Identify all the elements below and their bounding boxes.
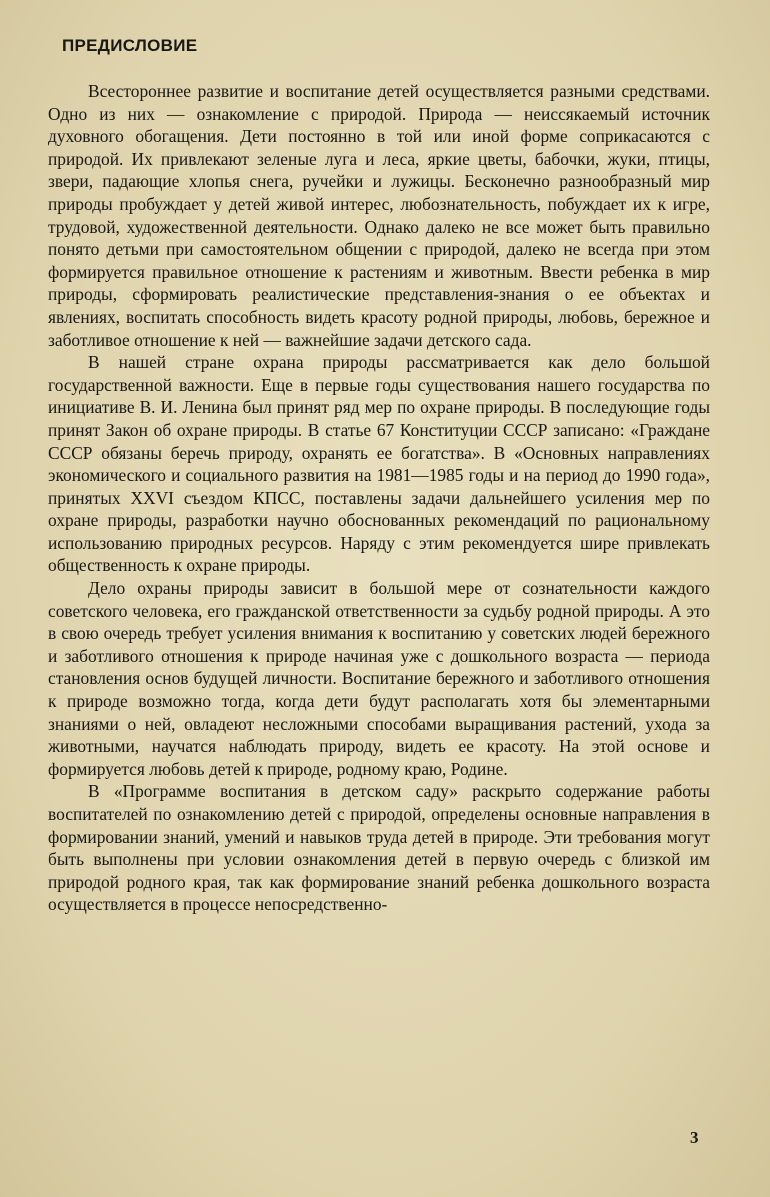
paragraph: Всестороннее развитие и воспитание детей осуществляется разными средствами. Одно из них — ознакомление с природой. Природа — неиссякаемый источник духовного обогащения. Дети постоянно в той или иной форме соприкасаются с природой. Их привлекают зеленые луга и леса, яркие цветы, бабочки, жуки, птицы, звери, падающие хлопья снега, ручейки и лужицы. Бесконечно разнообразный мир природы пробуждает у детей живой интерес, любознательность, побуждает их к игре, трудовой, художественной деятельности. Однако далеко не все может быть правильно понято детьми при самостоятельном общении с природой, далеко не всегда при этом формируется правильное отношение к растениям и животным. Ввести ребенка в мир природы, сформировать реалистические представления-знания о ее объектах и явлениях, воспитать способность видеть красоту родной природы, любовь, бережное и заботливое отношение к ней — важнейшие задачи детского сада. [48,81,710,350]
paragraph: В нашей стране охрана природы рассматривается как дело большой государственной важности. Еще в первые годы существования нашего государства по инициативе В. И. Ленина был принят ряд мер по охране природы. В последующие годы принят Закон об охране природы. В статье 67 Конституции СССР записано: «Граждане СССР обязаны беречь природу, охранять ее богатства». В «Основных направлениях экономического и социального развития на 1981—1985 годы и на период до 1990 года», принятых XXVI съездом КПСС, поставлены задачи дальнейшего усиления мер по охране природы, разработки научно обоснованных рекомендаций по рациональному использованию природных ресурсов. Наряду с этим рекомендуется шире привлекать общественность к охране природы. [48,352,710,576]
page-title: ПРЕДИСЛОВИЕ [62,36,198,55]
page-number: 3 [690,1128,699,1147]
paragraph: Дело охраны природы зависит в большой мере от сознательности каждого советского человека, его гражданской ответственности за судьбу родной природы. А это в свою очередь требует усиления внимания к воспитанию у советских людей бережного и заботливого отношения к природе начиная уже с дошкольного возраста — периода становления основ будущей личности. Воспитание бережного и заботливого отношения к природе возможно тогда, когда дети будут располагать хотя бы элементарными знаниями о ней, овладеют несложными способами выращивания растений, ухода за животными, научатся наблюдать природу, видеть ее красоту. На этой основе и формируется любовь детей к природе, родному краю, Родине. [48,578,710,779]
body-text [48,80,710,916]
paragraph: В «Программе воспитания в детском саду» раскрыто содержание работы воспитателей по ознакомлению детей с природой, определены основные направления в формировании знаний, умений и навыков труда детей в природе. Эти требования могут быть выполнены при условии ознакомления детей в первую очередь с близкой им природой родного края, так как формирование знаний ребенка дошкольного возраста осуществляется в процессе непосредственно- [48,781,710,915]
